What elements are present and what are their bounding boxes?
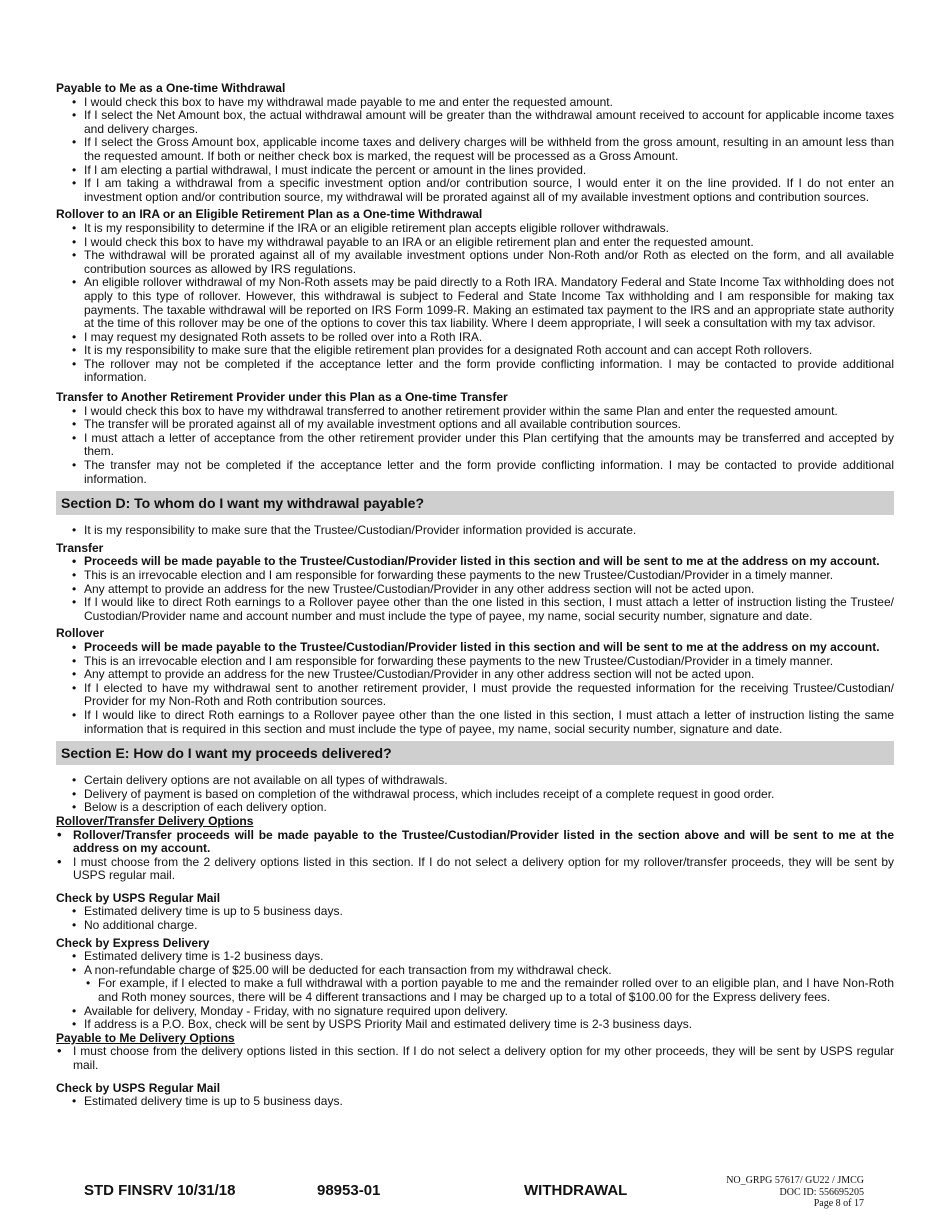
footer-form-type: WITHDRAWAL: [524, 1182, 628, 1199]
list-item: • Estimated delivery time is up to 5 business days.: [56, 905, 894, 919]
list-item: • The rollover may not be completed if the acceptance letter and the form provide conflicting information. I may be contacted to provide additional information.: [56, 358, 894, 385]
list-item: • Any attempt to provide an address for the new Trustee/Custodian/Provider in any other address section will not be acted upon.: [56, 668, 894, 682]
list-item: • If I elected to have my withdrawal sent to another retirement provider, I must provide the requested information for the receiving Trustee/Custodian/ Provider for my Non-Roth and Roth contribution sources.: [56, 682, 894, 709]
footer-form-code: STD FINSRV 10/31/18: [84, 1182, 236, 1199]
list-item: • If I would like to direct Roth earnings to a Rollover payee other than the one listed in this section, I must attach a letter of instruction listing the Trustee/ Custodian/Provider name and account number and must include the type of payee, my name, social security number, signature and date.: [56, 596, 894, 623]
express-heading: Check by Express Delivery: [56, 935, 210, 950]
page-footer: [0, 1172, 950, 1212]
section-d-intro: [56, 524, 894, 538]
footer-ref-code: NO_GRPG 57617/ GU22 / JMCG: [726, 1175, 864, 1186]
list-item: • If I would like to direct Roth earnings to a Rollover payee other than the one listed in this section, I must attach a letter of instruction listing the same information that is required in this section and must include the type of payee, my name, social security number, signature and date.: [56, 709, 894, 736]
list-item: • Any attempt to provide an address for the new Trustee/Custodian/Provider in any other address section will not be acted upon.: [56, 583, 894, 597]
payable-to-me-delivery-list: [56, 1045, 894, 1072]
express-list: [56, 950, 894, 977]
list-item: • I must choose from the delivery options listed in this section. If I do not select a delivery option for my other proceeds, they will be sent by USPS regular mail.: [56, 1045, 894, 1072]
list-item: • Available for delivery, Monday - Friday, with no signature required upon delivery.: [56, 1005, 894, 1019]
footer-doc-id: DOC ID: 556695205: [779, 1186, 864, 1198]
payable-heading: Payable to Me as a One-time Withdrawal: [56, 81, 286, 95]
usps-heading-2: Check by USPS Regular Mail: [56, 1080, 221, 1095]
list-item: • The transfer will be prorated against all of my available investment options and all available contribution sources.: [56, 418, 894, 432]
rollover-list: [56, 222, 894, 385]
list-item: • Estimated delivery time is 1-2 business days.: [56, 950, 894, 964]
document-page: [56, 82, 894, 1109]
list-item: • It is my responsibility to determine if the IRA or an eligible retirement plan accepts eligible rollover withdrawals.: [56, 222, 894, 236]
list-item: • Below is a description of each delivery option.: [56, 801, 894, 815]
usps-list-2: [56, 1095, 894, 1109]
list-item: • Estimated delivery time is up to 5 business days.: [56, 1095, 894, 1109]
list-item: • A non-refundable charge of $25.00 will be deducted for each transaction from my withdrawal check.: [56, 964, 894, 978]
section-d-rollover-heading: Rollover: [56, 626, 105, 641]
list-item: • I would check this box to have my withdrawal made payable to me and enter the requested amount.: [56, 96, 894, 110]
list-item: • If I select the Gross Amount box, applicable income taxes and delivery charges will be withheld from the gross amount, resulting in an amount less than the requested amount. If both or neither check box is marked, the request will be processed as a Gross Amount.: [56, 136, 894, 163]
list-item: • I would check this box to have my withdrawal transferred to another retirement provider within the same Plan and enter the requested amount.: [56, 405, 894, 419]
list-item: • If I am electing a partial withdrawal, I must indicate the percent or amount in the lines provided.: [56, 164, 894, 178]
transfer-plan-list: [56, 405, 894, 487]
list-item: • I may request my designated Roth assets to be rolled over into a Roth IRA.: [56, 331, 894, 345]
section-d-transfer-list: [56, 555, 894, 623]
rollover-transfer-delivery-list: [56, 829, 894, 883]
list-item: • This is an irrevocable election and I am responsible for forwarding these payments to the new Trustee/Custodian/Provider in a timely manner.: [56, 655, 894, 669]
footer-page-number: Page 8 of 17: [813, 1198, 864, 1209]
list-item: • Certain delivery options are not available on all types of withdrawals.: [56, 774, 894, 788]
list-item: • Delivery of payment is based on completion of the withdrawal process, which includes receipt of a complete request in good order.: [56, 788, 894, 802]
section-e-intro: [56, 774, 894, 815]
section-d-transfer-heading: Transfer: [56, 540, 104, 555]
list-item: • It is my responsibility to make sure that the Trustee/Custodian/Provider information provided is accurate.: [56, 524, 894, 538]
express-sub-list: [56, 977, 894, 1004]
section-e-header: Section E: How do I want my proceeds delivered?: [56, 741, 894, 765]
list-item: • The withdrawal will be prorated against all of my available investment options under Non-Roth and/or Roth as elected on the form, and all available contribution sources as allowed by IRS regulations.: [56, 249, 894, 276]
list-item: • I must choose from the 2 delivery options listed in this section. If I do not select a delivery option for my rollover/transfer proceeds, they will be sent by USPS regular mail.: [56, 856, 894, 883]
list-item: • I must attach a letter of acceptance from the other retirement provider under this Plan certifying that the amounts may be transferred and accepted by them.: [56, 432, 894, 459]
footer-form-number: 98953-01: [317, 1182, 381, 1199]
rollover-transfer-delivery-heading: Rollover/Transfer Delivery Options: [56, 813, 254, 828]
list-item: • An eligible rollover withdrawal of my Non-Roth assets may be paid directly to a Roth IRA. Mandatory Federal and State Income Tax withholding does not apply to this type of rollover. However, this withdrawal is subject to Federal and State Income Tax withholding and I am responsible for making tax payments. The taxable withdrawal will be reported on IRS Form 1099-R. Making an estimated tax payment to the IRS and an appropriate state authority at the time of this rollover may be one of the options to cover this tax liability. Where I deem appropriate, I will seek a consultation with my tax advisor.: [56, 276, 894, 330]
list-item: • Rollover/Transfer proceeds will be made payable to the Trustee/Custodian/Provider listed in the section above and will be sent to me at the address on my account.: [56, 829, 894, 856]
list-item: • If I select the Net Amount box, the actual withdrawal amount will be greater than the withdrawal amount received to account for applicable income taxes and delivery charges.: [56, 109, 894, 136]
usps-list: [56, 905, 894, 932]
rollover-heading: Rollover to an IRA or an Eligible Retirement Plan as a One-time Withdrawal: [56, 207, 483, 222]
section-d-rollover-list: [56, 641, 894, 736]
express-list-2: [56, 1005, 894, 1032]
transfer-plan-heading: Transfer to Another Retirement Provider under this Plan as a One-time Transfer: [56, 390, 508, 405]
list-item: • It is my responsibility to make sure that the eligible retirement plan provides for a designated Roth account and can accept Roth rollovers.: [56, 344, 894, 358]
section-d-header: Section D: To whom do I want my withdrawal payable?: [56, 491, 894, 515]
list-item: • For example, if I elected to make a full withdrawal with a portion payable to me and the remainder rolled over to an eligible plan, and I have Non-Roth and Roth money sources, there will be 4 different transactions and I may be charged up to a total of $100.00 for the Express delivery fees.: [56, 977, 894, 1004]
list-item: • No additional charge.: [56, 919, 894, 933]
list-item: • If address is a P.O. Box, check will be sent by USPS Priority Mail and estimated delivery time is 2-3 business days.: [56, 1018, 894, 1032]
list-item: • Proceeds will be made payable to the Trustee/Custodian/Provider listed in this section and will be sent to me at the address on my account.: [56, 555, 894, 569]
list-item: • The transfer may not be completed if the acceptance letter and the form provide conflicting information. I may be contacted to provide additional information.: [56, 459, 894, 486]
footer-reference: [726, 1175, 864, 1210]
list-item: • I would check this box to have my withdrawal payable to an IRA or an eligible retirement plan and enter the requested amount.: [56, 236, 894, 250]
list-item: • Proceeds will be made payable to the Trustee/Custodian/Provider listed in this section and will be sent to me at the address on my account.: [56, 641, 894, 655]
list-item: • This is an irrevocable election and I am responsible for forwarding these payments to the new Trustee/Custodian/Provider in a timely manner.: [56, 569, 894, 583]
usps-heading: Check by USPS Regular Mail: [56, 890, 221, 905]
payable-to-me-delivery-heading: Payable to Me Delivery Options: [56, 1030, 235, 1045]
payable-list: [56, 96, 894, 205]
list-item: • If I am taking a withdrawal from a specific investment option and/or contribution source, I would enter it on the line provided. If I do not enter an investment option and/or contribution source, my withdrawal will be prorated against all of my available investment options and contribution sources.: [56, 177, 894, 204]
